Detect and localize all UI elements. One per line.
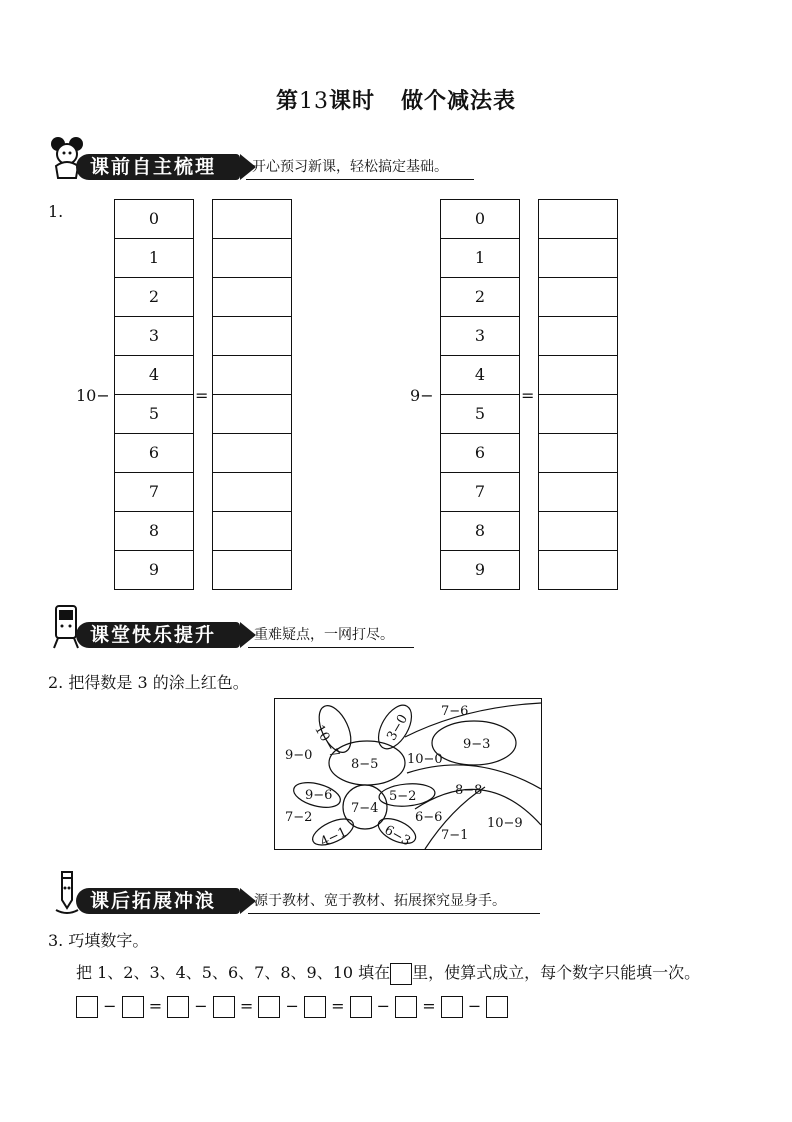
- answer-cell[interactable]: [213, 356, 291, 395]
- answer-cell[interactable]: [213, 434, 291, 473]
- expression-label: 3−0: [384, 712, 412, 744]
- expression-label: 4−1: [318, 824, 350, 849]
- operator: −: [376, 996, 391, 1016]
- equation-row: [76, 996, 508, 1018]
- table-cell: 3: [441, 317, 519, 356]
- blank-box[interactable]: [486, 996, 508, 1018]
- table-cell: 6: [115, 434, 193, 473]
- expression-label: 6−3: [381, 822, 413, 849]
- answer-cell[interactable]: [213, 200, 291, 239]
- expression-label: 9−3: [463, 737, 491, 752]
- section-banner-2: [46, 614, 416, 654]
- operator: −: [467, 996, 482, 1016]
- subtrahend-column-left: [114, 199, 194, 590]
- blank-box[interactable]: [304, 996, 326, 1018]
- answer-cell[interactable]: [539, 200, 617, 239]
- answer-cell[interactable]: [213, 473, 291, 512]
- table-cell: 4: [115, 356, 193, 395]
- table-cell: 5: [115, 395, 193, 434]
- operator: =: [331, 996, 345, 1016]
- question-title: 3. 巧填数字。: [48, 931, 149, 950]
- operator: =: [148, 996, 163, 1016]
- answer-cell[interactable]: [539, 512, 617, 551]
- table-cell: 1: [441, 239, 519, 278]
- table-cell: 8: [441, 512, 519, 551]
- expression-label: 10−9: [487, 816, 523, 831]
- expression-label: 7−6: [441, 704, 469, 719]
- blank-box[interactable]: [213, 996, 235, 1018]
- operator: −: [103, 996, 117, 1016]
- answer-cell[interactable]: [539, 239, 617, 278]
- minuend-label: 10−: [76, 386, 110, 405]
- blank-box[interactable]: [76, 996, 98, 1018]
- operator: =: [239, 996, 254, 1016]
- section-label: 课前自主梳理: [76, 154, 240, 180]
- expression-label: 7−1: [441, 828, 469, 843]
- section-label: 课堂快乐提升: [76, 622, 240, 648]
- table-cell: 9: [115, 551, 193, 590]
- question-number: 1.: [48, 202, 64, 221]
- blank-box[interactable]: [122, 996, 144, 1018]
- blank-box[interactable]: [258, 996, 280, 1018]
- question-text: 2. 把得数是 3 的涂上红色。: [48, 673, 249, 692]
- blank-box[interactable]: [167, 996, 189, 1018]
- divider: [248, 647, 414, 648]
- table-cell: 7: [441, 473, 519, 512]
- table-cell: 2: [441, 278, 519, 317]
- expression-label: 10−0: [407, 752, 443, 767]
- operator: −: [194, 996, 208, 1016]
- expression-label: 7−2: [285, 810, 313, 825]
- section-banner-3: [46, 880, 542, 920]
- example-box: [390, 963, 412, 985]
- divider: [246, 179, 474, 180]
- expression-label: 8−5: [351, 757, 379, 772]
- coloring-figure: [274, 698, 542, 850]
- answer-cell[interactable]: [539, 395, 617, 434]
- answer-cell[interactable]: [539, 356, 617, 395]
- section-subtitle: 开心预习新课，轻松搞定基础。: [252, 159, 448, 175]
- answer-cell[interactable]: [213, 239, 291, 278]
- table-cell: 1: [115, 239, 193, 278]
- question-instruction: 把 1、2、3、4、5、6、7、8、9、10 填在 里，使算式成立，每个数字只能填一次。: [76, 960, 700, 985]
- equals-sign: =: [521, 386, 535, 405]
- operator: −: [285, 996, 299, 1016]
- answer-cell[interactable]: [213, 278, 291, 317]
- table-cell: 0: [115, 200, 193, 239]
- table-cell: 6: [441, 434, 519, 473]
- page-title: 第13课时 做个减法表: [275, 89, 517, 114]
- expression-label: 8−8: [455, 783, 483, 798]
- table-cell: 8: [115, 512, 193, 551]
- section-banner-1: [46, 146, 476, 186]
- table-cell: 9: [441, 551, 519, 590]
- expression-label: 7−4: [351, 801, 379, 816]
- section-subtitle: 源于教材、宽于教材、拓展探究显身手。: [254, 893, 506, 909]
- operator: =: [422, 996, 436, 1016]
- table-cell: 4: [441, 356, 519, 395]
- equals-sign: =: [195, 386, 209, 405]
- answer-cell[interactable]: [539, 317, 617, 356]
- answer-column-left: [212, 199, 292, 590]
- answer-cell[interactable]: [539, 551, 617, 590]
- answer-column-right: [538, 199, 618, 590]
- answer-cell[interactable]: [539, 473, 617, 512]
- table-cell: 5: [441, 395, 519, 434]
- expression-label: 9−6: [305, 788, 333, 803]
- flower-diagram: [275, 699, 541, 849]
- answer-cell[interactable]: [213, 317, 291, 356]
- section-label: 课后拓展冲浪: [76, 888, 240, 914]
- region-curve: [405, 703, 541, 737]
- table-cell: 3: [115, 317, 193, 356]
- answer-cell[interactable]: [539, 278, 617, 317]
- answer-cell[interactable]: [213, 551, 291, 590]
- expression-label: 9−0: [285, 748, 313, 763]
- answer-cell[interactable]: [539, 434, 617, 473]
- subtrahend-column-right: [440, 199, 520, 590]
- blank-box[interactable]: [441, 996, 463, 1018]
- expression-label: 10−7: [311, 722, 342, 762]
- table-cell: 2: [115, 278, 193, 317]
- blank-box[interactable]: [395, 996, 417, 1018]
- blank-box[interactable]: [350, 996, 372, 1018]
- answer-cell[interactable]: [213, 395, 291, 434]
- minuend-label: 9−: [410, 386, 434, 405]
- divider: [248, 913, 540, 914]
- section-subtitle: 重难疑点，一网打尽。: [254, 627, 394, 643]
- answer-cell[interactable]: [213, 512, 291, 551]
- expression-label: 6−6: [415, 810, 443, 825]
- table-cell: 0: [441, 200, 519, 239]
- expression-label: 5−2: [389, 789, 417, 804]
- table-cell: 7: [115, 473, 193, 512]
